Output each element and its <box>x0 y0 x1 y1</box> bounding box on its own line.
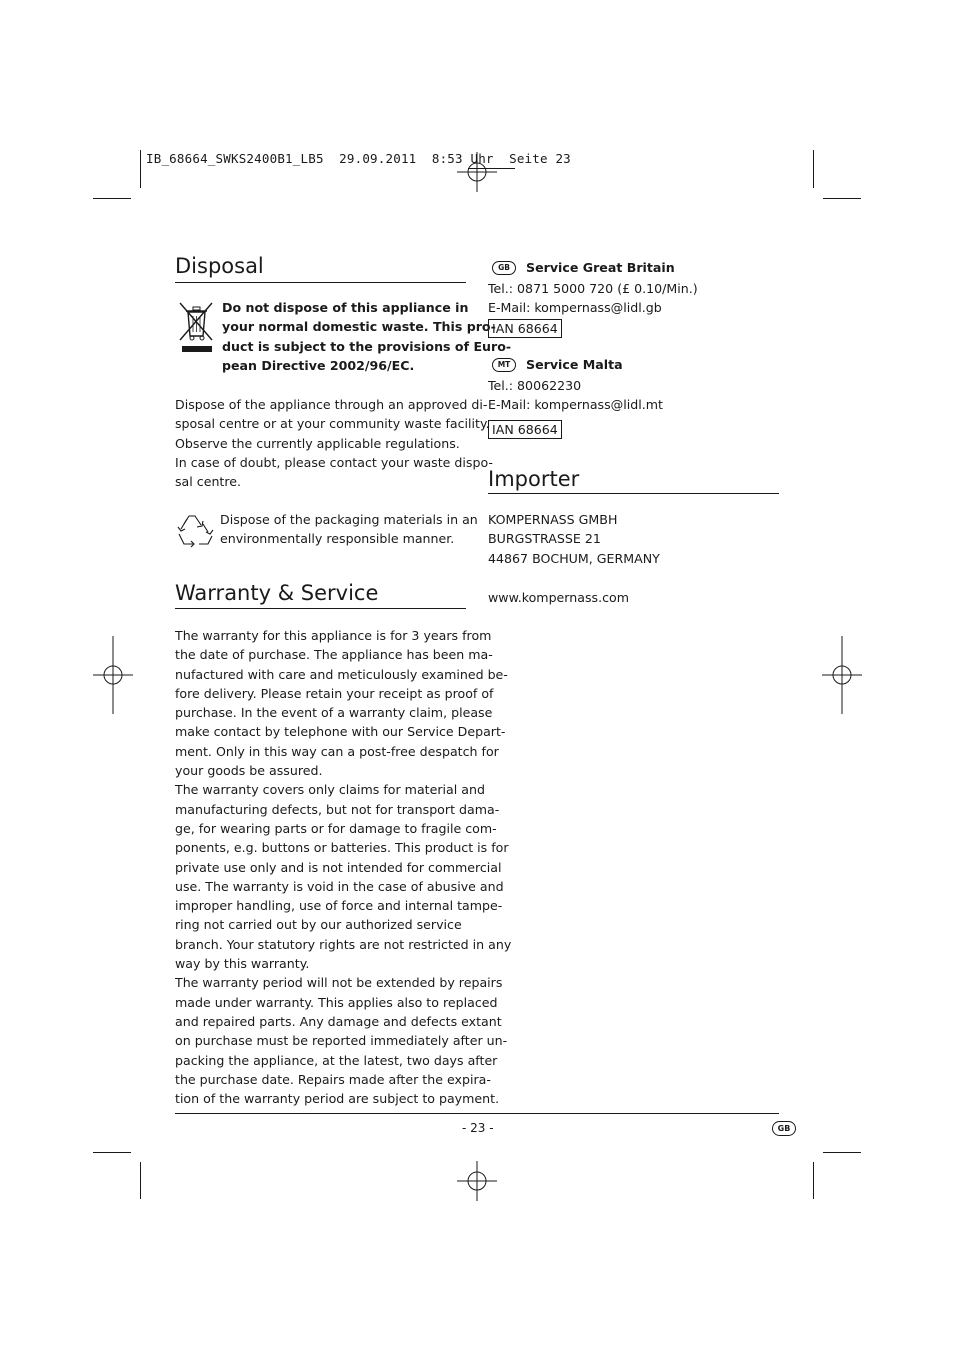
service-gb-details <box>488 279 698 318</box>
weee-notice-line: pean Directive 2002/96/EC. <box>222 357 415 373</box>
disposal-title-rule <box>175 282 466 283</box>
registration-mark-bottom <box>457 1161 497 1201</box>
warranty-line: ge, for wearing parts or for damage to fragile com- <box>175 820 497 836</box>
warranty-body <box>175 626 511 1108</box>
warranty-line: your goods be assured. <box>175 763 323 779</box>
weee-notice-line: Do not dispose of this appliance in <box>222 300 469 315</box>
packaging-note-line: environmentally responsible manner. <box>220 531 455 547</box>
warranty-line: make contact by telephone with our Service Depart- <box>175 724 506 740</box>
warranty-line: improper handling, use of force and internal tampe- <box>175 898 503 914</box>
registration-mark-top <box>457 152 497 192</box>
warranty-line: branch. Your statutory rights are not restricted in any <box>175 936 512 952</box>
warranty-line: purchase. In the event of a warranty claim, please <box>175 705 493 721</box>
weee-notice-line: your normal domestic waste. This pro- <box>222 319 496 335</box>
country-badge-mt: MT <box>492 358 516 372</box>
warranty-line: the purchase date. Repairs made after the expira- <box>175 1071 491 1087</box>
warranty-line: The warranty for this appliance is for 3 years from <box>175 628 492 643</box>
service-mt-title: Service Malta <box>526 357 623 372</box>
disposal-title: Disposal <box>175 254 264 278</box>
warranty-line: ponents, e.g. buttons or batteries. This product is for <box>175 840 509 856</box>
crossed-out-wheelie-bin-icon <box>177 300 215 356</box>
warranty-line: the date of purchase. The appliance has been ma- <box>175 647 493 663</box>
importer-website[interactable]: www.kompernass.com <box>488 590 629 605</box>
importer-address <box>488 510 660 568</box>
registration-mark-right <box>822 636 862 714</box>
service-gb-tel: Tel.: 0871 5000 720 (£ 0.10/Min.) <box>488 281 698 296</box>
service-gb-title: Service Great Britain <box>526 260 675 275</box>
importer-city: 44867 BOCHUM, GERMANY <box>488 550 660 566</box>
print-header: IB_68664_SWKS2400B1_LB5 29.09.2011 8:53 Uhr Seite 23 <box>146 151 571 166</box>
service-gb-email: E-Mail: kompernass@lidl.gb <box>488 300 662 316</box>
warranty-line: way by this warranty. <box>175 956 310 972</box>
warranty-line: ring not carried out by our authorized service <box>175 917 462 933</box>
warranty-line: The warranty period will not be extended by repairs <box>175 975 503 991</box>
disposal-body-line: Dispose of the appliance through an approved di- <box>175 397 488 412</box>
packaging-note-line: Dispose of the packaging materials in an <box>220 512 478 527</box>
country-badge-gb: GB <box>492 261 516 275</box>
disposal-body-line: sal centre. <box>175 474 242 490</box>
warranty-line: private use only and is not intended for commercial <box>175 859 502 875</box>
importer-company: KOMPERNASS GMBH <box>488 512 618 527</box>
warranty-line: manufacturing defects, but not for transport dama- <box>175 801 500 817</box>
warranty-title: Warranty & Service <box>175 581 379 605</box>
service-mt-heading <box>492 357 623 372</box>
recycling-icon <box>175 512 215 550</box>
service-gb-ian <box>488 318 562 338</box>
warranty-line: The warranty covers only claims for material and <box>175 782 485 798</box>
disposal-body-line: sposal centre or at your community waste facility. <box>175 416 490 432</box>
service-mt-details <box>488 376 663 415</box>
warranty-line: made under warranty. This applies also to replaced <box>175 994 498 1010</box>
warranty-line: fore delivery. Please retain your receipt as proof of <box>175 685 494 701</box>
warranty-line: use. The warranty is void in the case of abusive and <box>175 878 504 894</box>
service-mt-email: E-Mail: kompernass@lidl.mt <box>488 397 663 413</box>
importer-title-rule <box>488 493 779 494</box>
ian-box: IAN 68664 <box>488 420 562 439</box>
warranty-line: ment. Only in this way can a post-free despatch for <box>175 743 499 759</box>
service-mt-tel: Tel.: 80062230 <box>488 378 582 393</box>
disposal-body-line: In case of doubt, please contact your waste dispo- <box>175 454 493 470</box>
packaging-note <box>220 510 478 549</box>
warranty-title-rule <box>175 608 466 609</box>
registration-mark-left <box>93 636 133 714</box>
warranty-line: packing the appliance, at the latest, two days after <box>175 1052 498 1068</box>
importer-title: Importer <box>488 467 580 491</box>
language-badge: GB <box>772 1121 796 1136</box>
warranty-line: on purchase must be reported immediately after un- <box>175 1033 508 1049</box>
weee-notice-line: duct is subject to the provisions of Euro- <box>222 338 512 354</box>
ian-box: IAN 68664 <box>488 319 562 338</box>
importer-street: BURGSTRASSE 21 <box>488 531 601 547</box>
weee-notice <box>222 298 511 375</box>
footer-rule <box>175 1113 779 1114</box>
warranty-line: and repaired parts. Any damage and defects extant <box>175 1013 502 1029</box>
warranty-line: nufactured with care and meticulously examined be- <box>175 666 508 682</box>
service-gb-heading <box>492 260 675 275</box>
page-number: - 23 - <box>462 1121 494 1135</box>
disposal-body-line: Observe the currently applicable regulations. <box>175 435 460 451</box>
disposal-body <box>175 395 493 491</box>
service-mt-ian <box>488 419 562 439</box>
warranty-line: tion of the warranty period are subject to payment. <box>175 1091 500 1107</box>
